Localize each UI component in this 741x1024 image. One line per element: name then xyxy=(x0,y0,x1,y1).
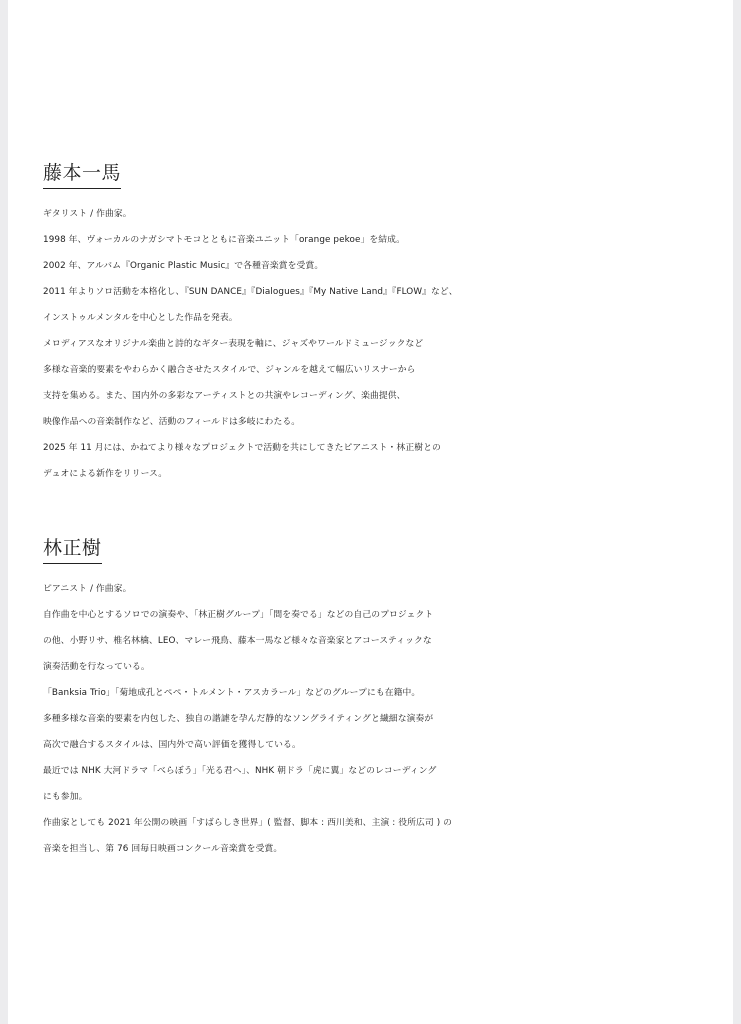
bio-line: 「Banksia Trio」「菊地成孔とペペ・トルメント・アスカラール」などのグループにも在籍中。 xyxy=(43,688,421,698)
document-page xyxy=(8,0,733,1024)
bio-line: 1998 年、ヴォーカルのナガシマトモコとともに音楽ユニット「orange pekoe」を結成。 xyxy=(43,235,405,245)
bio-line: ピアニスト / 作曲家。 xyxy=(43,584,132,594)
bio-line: 最近では NHK 大河ドラマ「べらぼう」「光る君へ」、NHK 朝ドラ「虎に翼」などのレコーディング xyxy=(43,766,437,776)
bio-line: 音楽を担当し、第 76 回毎日映画コンクール音楽賞を受賞。 xyxy=(43,844,283,854)
bio-line: 多様な音楽的要素をやわらかく融合させたスタイルで、ジャンルを越えて幅広いリスナーから xyxy=(43,365,416,375)
profile-hayashi xyxy=(43,533,723,862)
bio-line: 支持を集める。また、国内外の多彩なアーティストとの共演やレコーディング、楽曲提供、 xyxy=(43,391,406,401)
profile-bio xyxy=(43,576,723,862)
bio-line: ギタリスト / 作曲家。 xyxy=(43,209,132,219)
bio-line: 多種多様な音楽的要素を内包した、独自の諧謔を孕んだ静的なソングライティングと繊細な演奏が xyxy=(43,714,434,724)
bio-line: の他、小野リサ、椎名林檎、LEO、マレー飛鳥、藤本一馬など様々な音楽家とアコースティックな xyxy=(43,636,432,646)
bio-line: 2025 年 11 月には、かねてより様々なプロジェクトで活動を共にしてきたピアニスト・林正樹との xyxy=(43,443,441,453)
bio-line: 映像作品への音楽制作など、活動のフィールドは多岐にわたる。 xyxy=(43,417,301,427)
profile-bio xyxy=(43,201,723,487)
bio-line: 演奏活動を行なっている。 xyxy=(43,662,150,672)
profile-name: 藤本一馬 xyxy=(43,158,121,189)
profile-name: 林正樹 xyxy=(43,533,102,564)
bio-line: 2002 年、アルバム『Organic Plastic Music』で各種音楽賞を受賞。 xyxy=(43,261,324,271)
bio-line: メロディアスなオリジナル楽曲と詩的なギター表現を軸に、ジャズやワールドミュージックなど xyxy=(43,339,424,349)
bio-line: 作曲家としても 2021 年公開の映画「すばらしき世界」( 監督、脚本 : 西川美和、主演 : 役所広司 ) の xyxy=(43,818,453,828)
bio-line: にも参加。 xyxy=(43,792,88,802)
bio-line: 自作曲を中心とするソロでの演奏や、「林正樹グループ」「間を奏でる」などの自己のプロジェクト xyxy=(43,610,434,620)
bio-line: 高次で融合するスタイルは、国内外で高い評価を獲得している。 xyxy=(43,740,301,750)
bio-line: デュオによる新作をリリース。 xyxy=(43,469,168,479)
bio-line: 2011 年よりソロ活動を本格化し、『SUN DANCE』『Dialogues』『My Native Land』『FLOW』など、 xyxy=(43,287,458,297)
bio-line: インストゥルメンタルを中心とした作品を発表。 xyxy=(43,313,238,323)
profile-fujimoto xyxy=(43,158,723,487)
